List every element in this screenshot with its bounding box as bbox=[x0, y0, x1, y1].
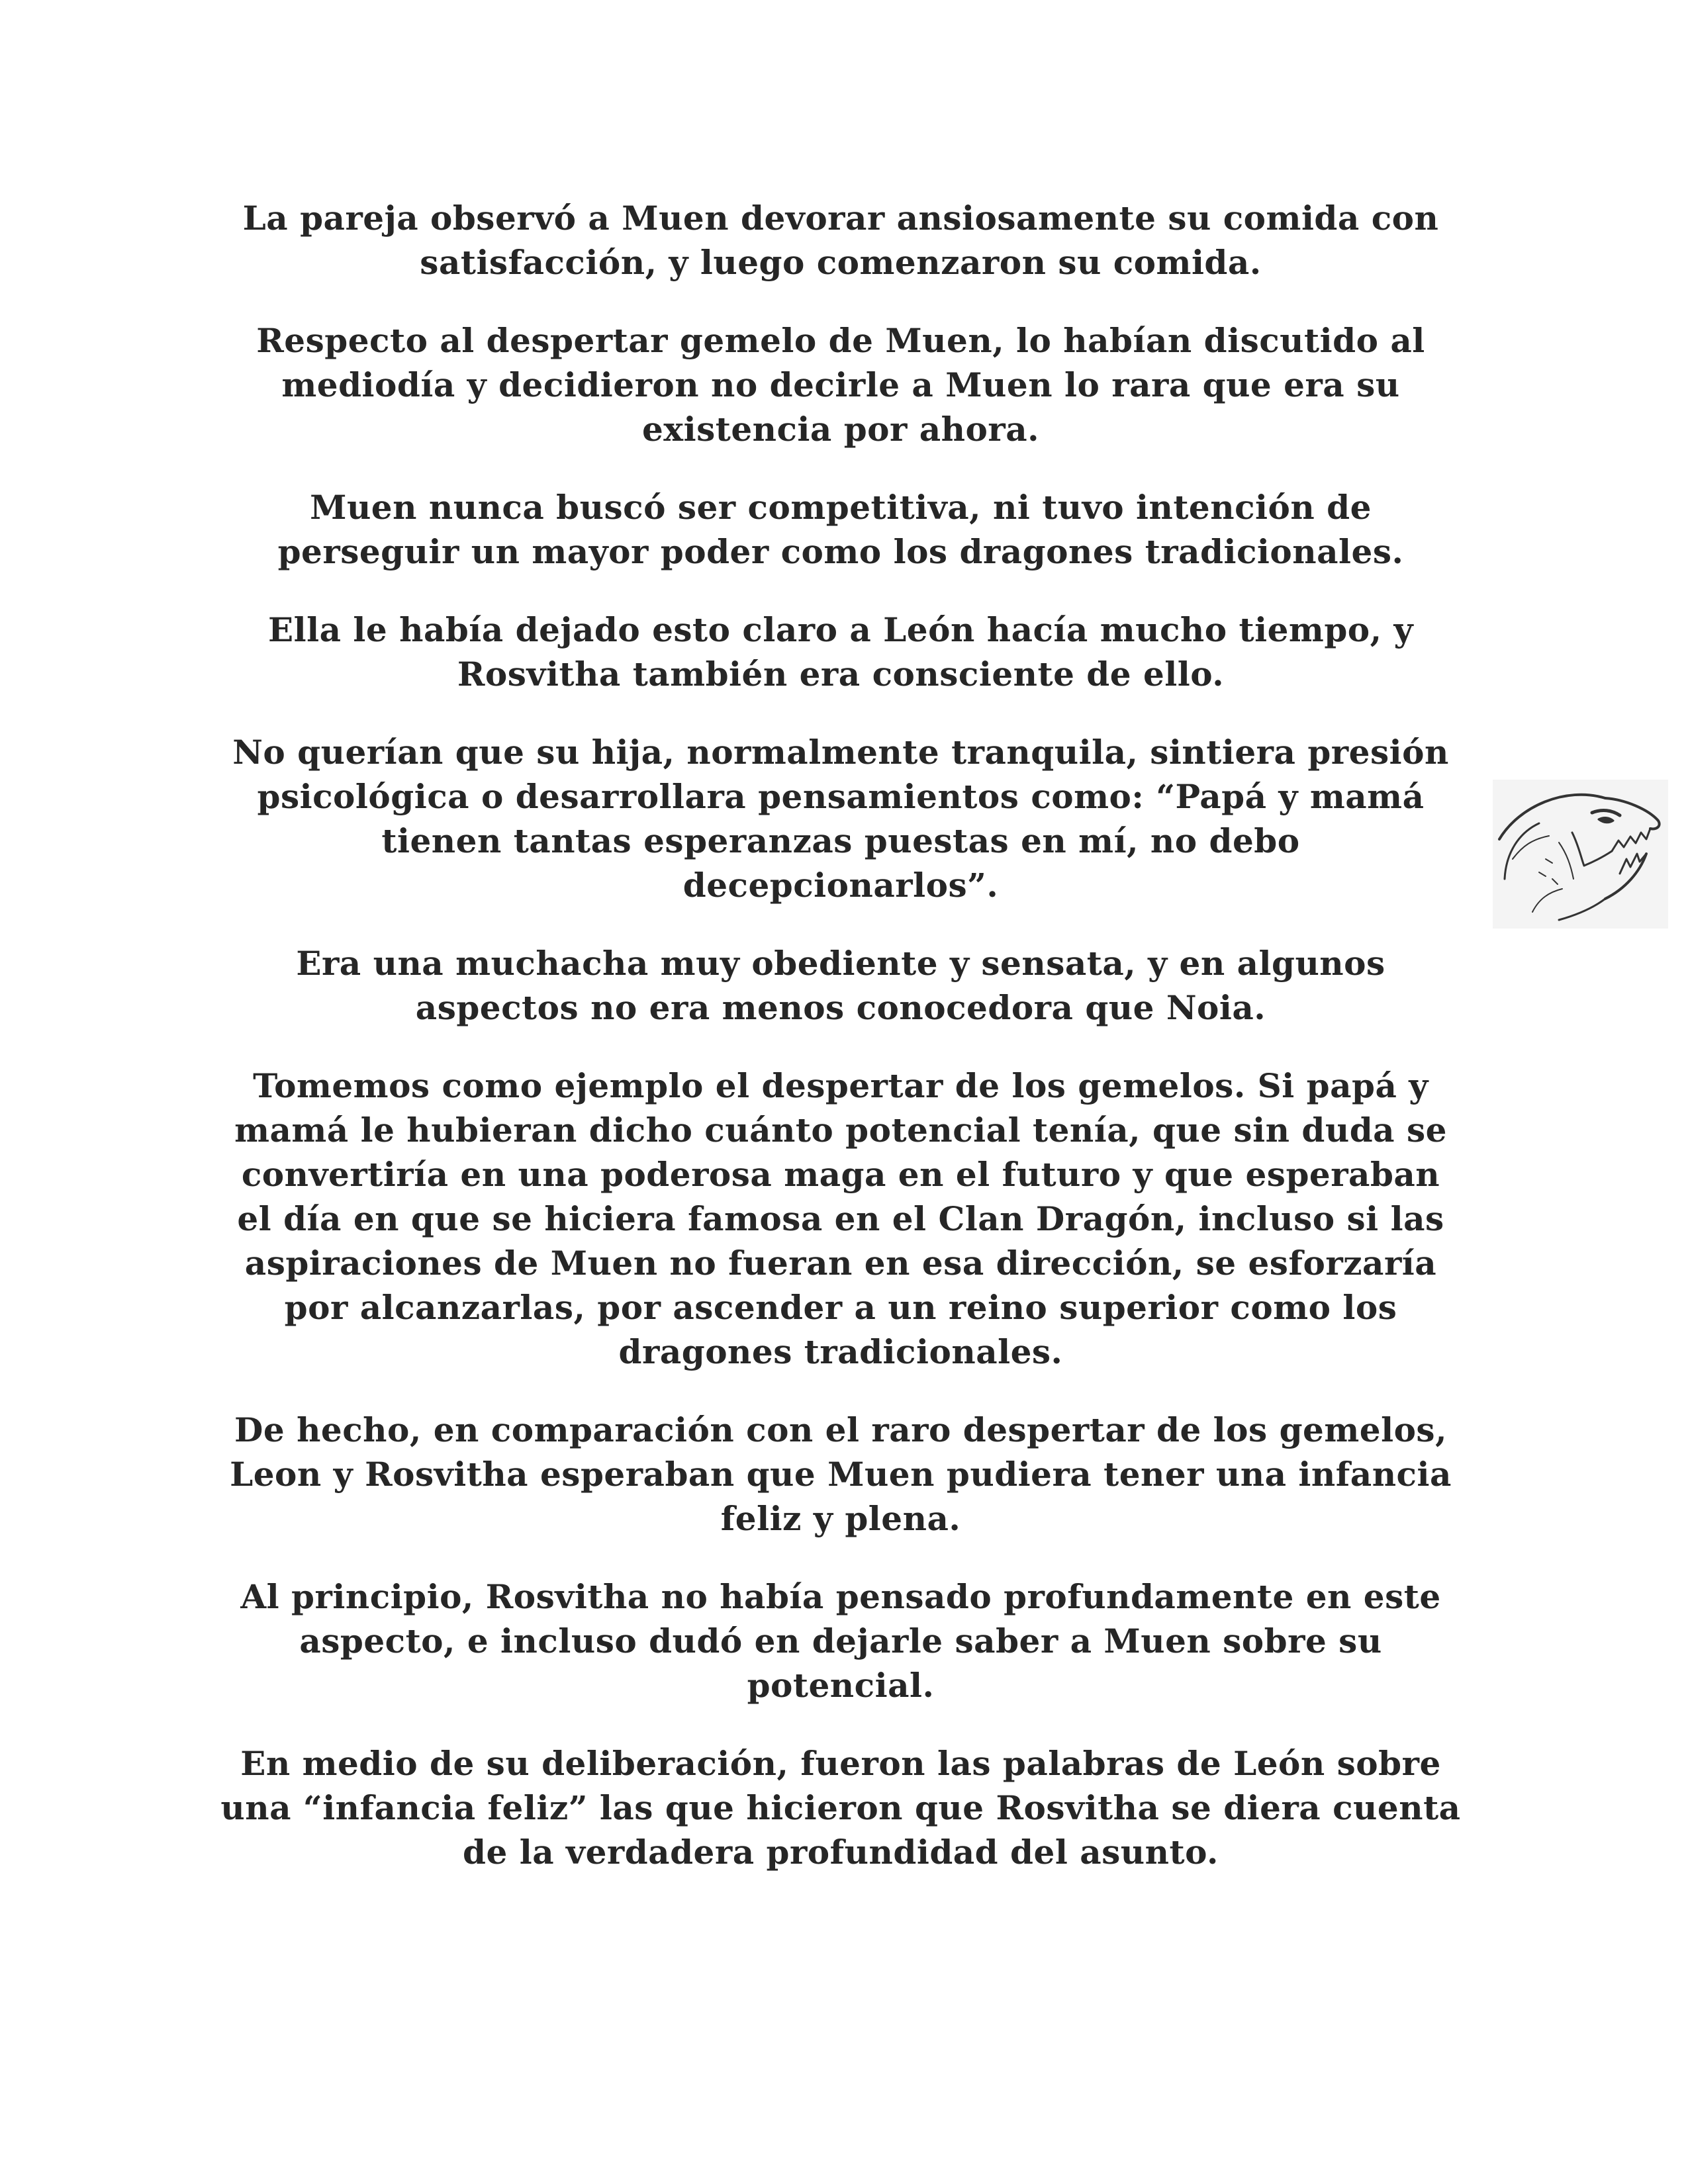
story-text bbox=[218, 196, 1463, 1908]
paragraph: Ella le había dejado esto claro a León hacía mucho tiempo, y Rosvitha también era consciente de ello. bbox=[267, 610, 1414, 694]
paragraph: La pareja observó a Muen devorar ansiosamente su comida con satisfacción, y luego comenzaron su comida. bbox=[242, 199, 1439, 282]
paragraph: Muen nunca buscó ser competitiva, ni tuvo intención de perseguir un mayor poder como los dragones tradicionales. bbox=[277, 488, 1404, 571]
paragraph: En medio de su deliberación, fueron las palabras de León sobre una “infancia feliz” las que hicieron que Rosvitha se diera cuenta de la verdadera profundidad del asunto. bbox=[220, 1744, 1461, 1872]
paragraph: No querían que su hija, normalmente tranquila, sintiera presión psicológica o desarrollara pensamientos como: “Papá y mamá tienen tantas esperanzas puestas en mí, no debo decepcionarlos”. bbox=[232, 733, 1449, 905]
paragraph: Respecto al despertar gemelo de Muen, lo habían discutido al mediodía y decidieron no decirle a Muen lo rara que era su existencia por ahora. bbox=[256, 321, 1425, 449]
paragraph: De hecho, en comparación con el raro despertar de los gemelos, Leon y Rosvitha esperaban que Muen pudiera tener una infancia feliz y plena. bbox=[230, 1410, 1452, 1538]
paragraph: Al principio, Rosvitha no había pensado profundamente en este aspecto, e incluso dudó en dejarle saber a Muen sobre su potencial. bbox=[240, 1577, 1441, 1705]
paragraph: Era una muchacha muy obediente y sensata, y en algunos aspectos no era menos conocedora que Noia. bbox=[296, 944, 1385, 1027]
paragraph: Tomemos como ejemplo el despertar de los gemelos. Si papá y mamá le hubieran dicho cuánto potencial tenía, que sin duda se convertiría en una poderosa maga en el futuro y que esperaban el día en que se hiciera famosa en el Clan Dragón, incluso si las aspiraciones de Muen no fueran en esa dirección, se esforzaría por alcanzarlas, por ascender a un reino superior como los dragones tradicionales. bbox=[234, 1066, 1447, 1371]
dragon-head-icon bbox=[1493, 780, 1668, 929]
